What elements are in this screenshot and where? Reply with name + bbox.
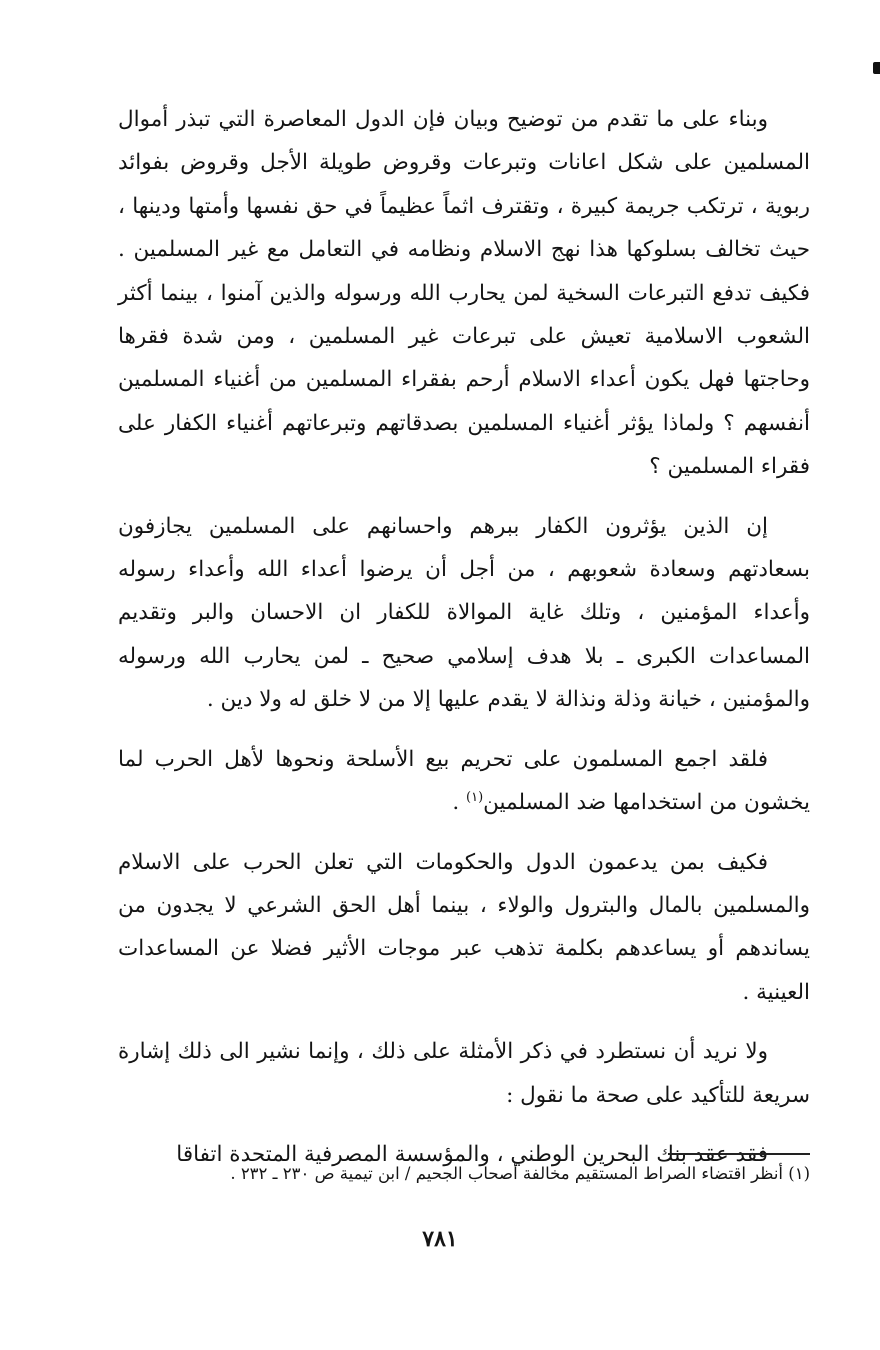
paragraph-2: إن الذين يؤثرون الكفار ببرهم واحسانهم على المسلمين يجازفون بسعادتهم وسعادة شعوبهم ، من أجل أن يرضوا أعداء الله وأعداء رسوله وأعداء المؤمنين ، وتلك غاية الموالاة للكفار ان الاحسان والبر وتقديم المساعدات الكبرى ـ بلا هدف إسلامي صحيح ـ لمن يحارب الله ورسوله والمؤمنين ، خيانة وذلة ونذالة لا يقدم عليها إلا من لا خلق له ولا دين . [118, 513, 810, 713]
paragraph-6: فقد عقد بنك البحرين الوطني ، والمؤسسة المصرفية المتحدة اتفاقا [176, 1141, 768, 1167]
footnote-divider [668, 1153, 810, 1155]
page-number: ٧٨١ [422, 1226, 458, 1252]
paragraph-5: ولا نريد أن نستطرد في ذكر الأمثلة على ذلك ، وإنما نشير الى ذلك إشارة سريعة للتأكيد على صحة ما نقول : [118, 1039, 810, 1108]
paragraph-4: فكيف بمن يدعمون الدول والحكومات التي تعلن الحرب على الاسلام والمسلمين بالمال والبترول والولاء ، بينما أهل الحق الشرعي لا يجدون من يساندهم أو يساعدهم بكلمة تذهب عبر موجات الأثير فضلا عن المساعدات العينية . [118, 849, 810, 1005]
footnote-reference: (١) [466, 789, 484, 805]
paragraph-3 [118, 738, 810, 825]
page-edge-mark [873, 62, 880, 74]
main-text [118, 98, 810, 1176]
paragraph-1: وبناء على ما تقدم من توضيح وبيان فإن الدول المعاصرة التي تبذر أموال المسلمين على شكل اعانات وتبرعات وقروض طويلة الأجل وقروض بفوائد ربوية ، ترتكب جريمة كبيرة ، وتقترف اثماً عظيماً في حق نفسها وأمتها ودينها ، حيث تخالف بسلوكها هذا نهج الاسلام ونظامه في التعامل مع غير المسلمين . فكيف تدفع التبرعات السخية لمن يحارب الله ورسوله والذين آمنوا ، بينما أكثر الشعوب الاسلامية تعيش على تبرعات غير المسلمين ، ومن شدة فقرها وحاجتها فهل يكون أعداء الاسلام أرحم بفقراء المسلمين من أغنياء المسلمين أنفسهم ؟ ولماذا يؤثر أغنياء المسلمين بصدقاتهم وتبرعاتهم أغنياء الكفار على فقراء المسلمين ؟ [118, 107, 810, 480]
paragraph-3-text: فلقد اجمع المسلمون على تحريم بيع الأسلحة ونحوها لأهل الحرب لما يخشون من استخدامها ضد المسلمين [118, 746, 810, 816]
paragraph-3-end: . [452, 790, 467, 816]
footnote: (١) أنظر اقتضاء الصراط المستقيم مخالفة أصحاب الجحيم / ابن تيمية ص ٢٣٠ ـ ٢٣٢ . [230, 1164, 810, 1183]
